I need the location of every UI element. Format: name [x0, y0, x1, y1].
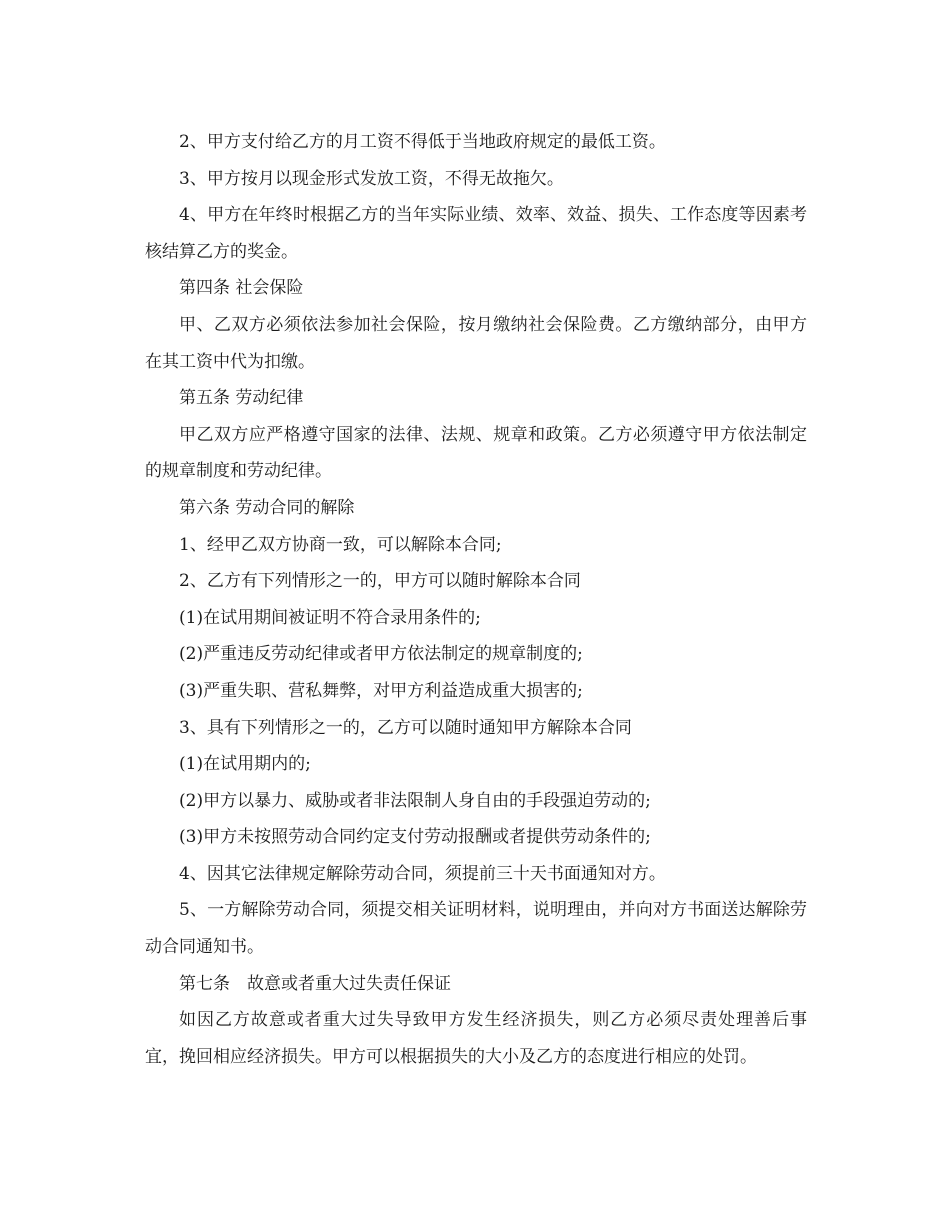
clause-employee-termination: 3、具有下列情形之一的，乙方可以随时通知甲方解除本合同 — [179, 717, 632, 738]
clause-item-forced-labor: (2)甲方以暴力、威胁或者非法限制人身自由的手段强迫劳动的; — [179, 790, 651, 811]
article-5-heading: 第五条 劳动纪律 — [179, 388, 304, 409]
clause-negligence-liability: 如因乙方故意或者重大过失导致甲方发生经济损失，则乙方必须尽责处理善后事宜，挽回相应经济损失。甲方可以根据损失的大小及乙方的态度进行相应的处罚。 — [145, 1010, 807, 1067]
clause-year-end-bonus: 4、甲方在年终时根据乙方的当年实际业绩、效率、效益、损失、工作态度等因素考核结算乙方的奖金。 — [145, 205, 807, 262]
article-6-heading: 第六条 劳动合同的解除 — [179, 497, 355, 518]
clause-wage-minimum: 2、甲方支付给乙方的月工资不得低于当地政府规定的最低工资。 — [179, 132, 666, 152]
clause-item-probation-unqualified: (1)在试用期间被证明不符合录用条件的; — [179, 607, 481, 628]
clause-termination-documents: 5、一方解除劳动合同，须提交相关证明材料，说明理由，并向对方书面送达解除劳动合同通知书。 — [145, 900, 807, 958]
clause-thirty-day-notice: 4、因其它法律规定解除劳动合同，须提前三十天书面通知对方。 — [179, 863, 666, 884]
article-7-heading: 第七条 故意或者重大过失责任保证 — [179, 973, 451, 994]
clause-social-insurance: 甲、乙双方必须依法参加社会保险，按月缴纳社会保险费。乙方缴纳部分，由甲方在其工资中代为扣缴。 — [145, 314, 807, 372]
clause-employer-termination: 2、乙方有下列情形之一的，甲方可以随时解除本合同 — [179, 571, 581, 592]
clause-item-discipline-violation: (2)严重违反劳动纪律或者甲方依法制定的规章制度的; — [179, 644, 583, 665]
clause-wage-payment: 3、甲方按月以现金形式发放工资，不得无故拖欠。 — [179, 168, 564, 189]
clause-item-dereliction: (3)严重失职、营私舞弊，对甲方利益造成重大损害的; — [179, 680, 583, 701]
clause-labor-discipline: 甲乙双方应严格遵守国家的法律、法规、规章和政策。乙方必须遵守甲方依法制定的规章制度和劳动纪律。 — [145, 424, 807, 482]
clause-mutual-termination: 1、经甲乙双方协商一致，可以解除本合同; — [179, 534, 502, 555]
article-4-heading: 第四条 社会保险 — [179, 278, 304, 299]
document-page — [145, 124, 807, 1075]
clause-item-unpaid-remuneration: (3)甲方未按照劳动合同约定支付劳动报酬或者提供劳动条件的; — [179, 827, 651, 848]
clause-item-in-probation: (1)在试用期内的; — [179, 754, 311, 775]
